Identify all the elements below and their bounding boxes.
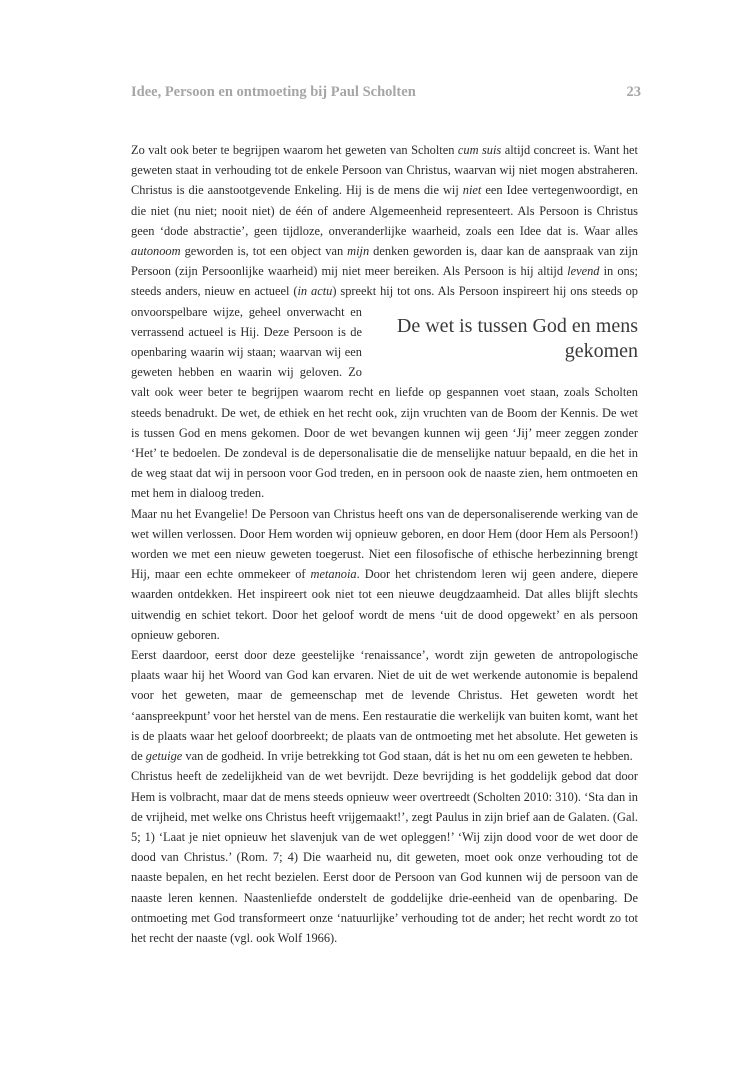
italic-text: getuige <box>145 749 183 764</box>
running-head-title: Idee, Persoon en ontmoeting bij Paul Scholten <box>131 84 416 100</box>
pull-quote-line-2: gekomen <box>564 339 638 362</box>
italic-text: niet <box>462 183 482 198</box>
paragraph-1: Zo valt ook beter te begrijpen waarom het geweten van Scholten cum suis altijd concreet is. Want het geweten staat in verhouding tot de enkele Persoon van Christus, waarvan wij niet mogen abstraheren. Christus is die aanstootgevende Enkeling. Hij is de mens die wij niet een Idee vertegenwoordigt, en die niet (nu niet; nooit niet) de één of andere Algemeenheid representeert. Als Persoon is Christus geen ‘dode abstractie’, geen tijdloze, onveranderlijke waarheid, zoals een Idee dat is. Waar alles autonoom geworden is, tot een object van mijn denken geworden is, daar kan de aanspraak van zijn Persoon (zijn Persoonlijke waarheid) mij niet meer bereiken. Als Persoon is hij altijd levend in ons; steeds anders, nieuw en actueel (in actu) spreekt hij tot ons. Als Persoon inspireert hij ons steeds op onvoorspelbare wijze, geheel onverwacht De wet is tussen God en mens gekomen en verrassend actueel is Hij. Deze Persoon is de openbaring waarin wij staan; waarvan wij een geweten hebben en waarin wij geloven. Zo valt ook weer beter te begrijpen waarom recht en liefde op gespannen voet staan, zoals Scholten steeds benadrukt. De wet, de ethiek en het recht ook, zijn vruchten van de Boom der Kennis. De wet is tussen God en mens gekomen. Door de wet bevangen kunnen wij geen ‘Jij’ meer zeggen zonder ‘Het’ te bedoelen. De zondeval is de depersonalisatie die de menselijke natuur bepaald, en die het in de weg staat dat wij in persoon voor God treden, en in persoon ook de naaste zien, hem ontmoeten en met hem in dialoog treden. <box>131 143 639 501</box>
page-number: 23 <box>626 84 641 100</box>
italic-text: in actu <box>297 284 333 299</box>
running-head <box>131 84 641 104</box>
body-text <box>131 140 638 948</box>
paragraph-2: Maar nu het Evangelie! De Persoon van Christus heeft ons van de depersonaliserende werking van de wet willen verlossen. Door Hem worden wij opnieuw geboren, en door Hem (door Hem als Persoon!) worden we met een nieuw geweten toegerust. Niet een filosofische of ethische herbezinning brengt Hij, maar een echte ommekeer of metanoia. Door het christendom leren wij geen andere, diepere waarden ontdekken. Het inspireert ook niet tot een nieuwe deugdzaamheid. Dat alles blijft slechts uitwendig en schiet tekort. Door het geloof wordt de mens ‘uit de dood opgewekt’ en als persoon opnieuw geboren. <box>131 506 638 642</box>
pull-quote-line-1: De wet is tussen God en mens <box>396 314 638 337</box>
italic-text: autonoom <box>131 244 181 259</box>
italic-text: mijn <box>347 244 370 259</box>
pull-quote <box>376 314 638 364</box>
italic-text: cum suis <box>457 143 502 157</box>
paragraph-3: Eerst daardoor, eerst door deze geestelijke ‘renaissance’, wordt zijn geweten de antropologische plaats waar hij het Woord van God kan ervaren. Niet de uit de wet werkende autonomie is bepalend voor het geweten, maar de gemeenschap met de levende Christus. Het geweten wordt het ‘aanspreekpunt’ voor het herstel van de mens. Een restauratie die werkelijk van buiten komt, want het is de plaats waar het geloof doorbreekt; de plaats van de ontmoeting met het absolute. Het geweten is de getuige van de godheid. In vrije betrekking tot God staan, dát is het nu om een geweten te hebben. <box>131 648 638 764</box>
paragraph-4: Christus heeft de zedelijkheid van de wet bevrijdt. Deze bevrijding is het goddelijk gebod dat door Hem is volbracht, maar dat de mens steeds opnieuw weer overtreedt (Scholten 2010: 310). ‘Sta dan in de vrijheid, met welke ons Christus heeft vrijgemaakt!’, zegt Paulus in zijn brief aan de Galaten. (Gal. 5; 1) ‘Laat je niet opnieuw het slavenjuk van de wet opleggen!’ ‘Wij zijn dood voor de wet door de dood van Christus.’ (Rom. 7; 4) Die waarheid nu, dit geweten, moet ook onze verhouding tot de naaste bepalen, en het recht bezielen. Eerst door de Persoon van God kunnen wij de persoon van de naaste leren kennen. Naastenliefde onderstelt de goddelijke drie-eenheid van de openbaring. De ontmoeting met God transformeert onze ‘natuurlijke’ verhouding tot de ander; het recht wordt zo tot het recht der naaste (vgl. ook Wolf 1966). <box>131 769 638 945</box>
italic-text: levend <box>567 264 600 279</box>
italic-text: metanoia <box>310 567 357 582</box>
